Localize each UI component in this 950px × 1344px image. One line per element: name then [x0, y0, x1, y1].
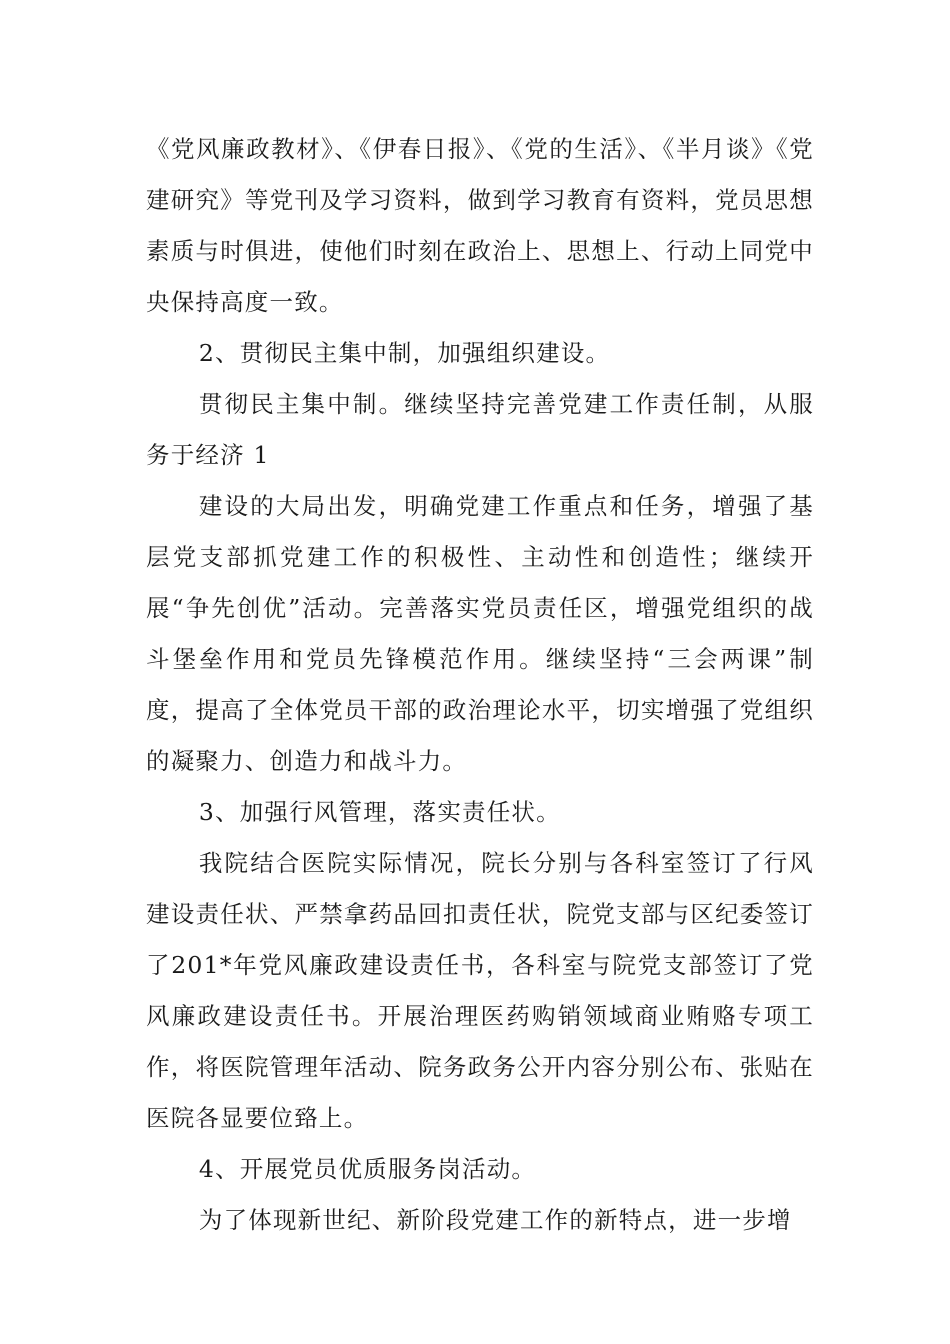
paragraph: 为了体现新世纪、新阶段党建工作的新特点，进一步增 — [198, 1206, 792, 1234]
document-body — [146, 124, 814, 1246]
section-heading-3: 3、加强行风管理，落实责任状。 — [198, 798, 561, 826]
paragraph: 贯彻民主集中制。继续坚持完善党建工作责任制，从服务于经济 1 — [146, 390, 814, 469]
paragraph-continued: 《党风廉政教材》、《伊春日报》、《党的生活》、《半月谈》《党建研究》等党刊及学习资料，做到学习教育有资料，党员思想素质与时俱进，使他们时刻在政治上、思想上、行动上同党中央保持高度一致。 — [146, 135, 814, 316]
section-heading-4: 4、开展党员优质服务岗活动。 — [198, 1155, 537, 1183]
paragraph: 建设的大局出发，明确党建工作重点和任务，增强了基层党支部抓党建工作的积极性、主动性和创造性；继续开展“争先创优”活动。完善落实党员责任区，增强党组织的战斗堡垒作用和党员先锋模范作用。继续坚持“三会两课”制度，提高了全体党员干部的政治理论水平，切实增强了党组织的凝聚力、创造力和战斗力。 — [146, 492, 814, 775]
paragraph: 我院结合医院实际情况，院长分别与各科室签订了行风建设责任状、严禁拿药品回扣责任状，院党支部与区纪委签订了201*年党风廉政建设责任书，各科室与院党支部签订了党风廉政建设责任书。开展治理医药购销领域商业贿赂专项工作，将医院管理年活动、院务政务公开内容分别公布、张贴在医院各显要位臵上。 — [146, 849, 814, 1132]
section-heading-2: 2、贯彻民主集中制，加强组织建设。 — [198, 339, 611, 367]
